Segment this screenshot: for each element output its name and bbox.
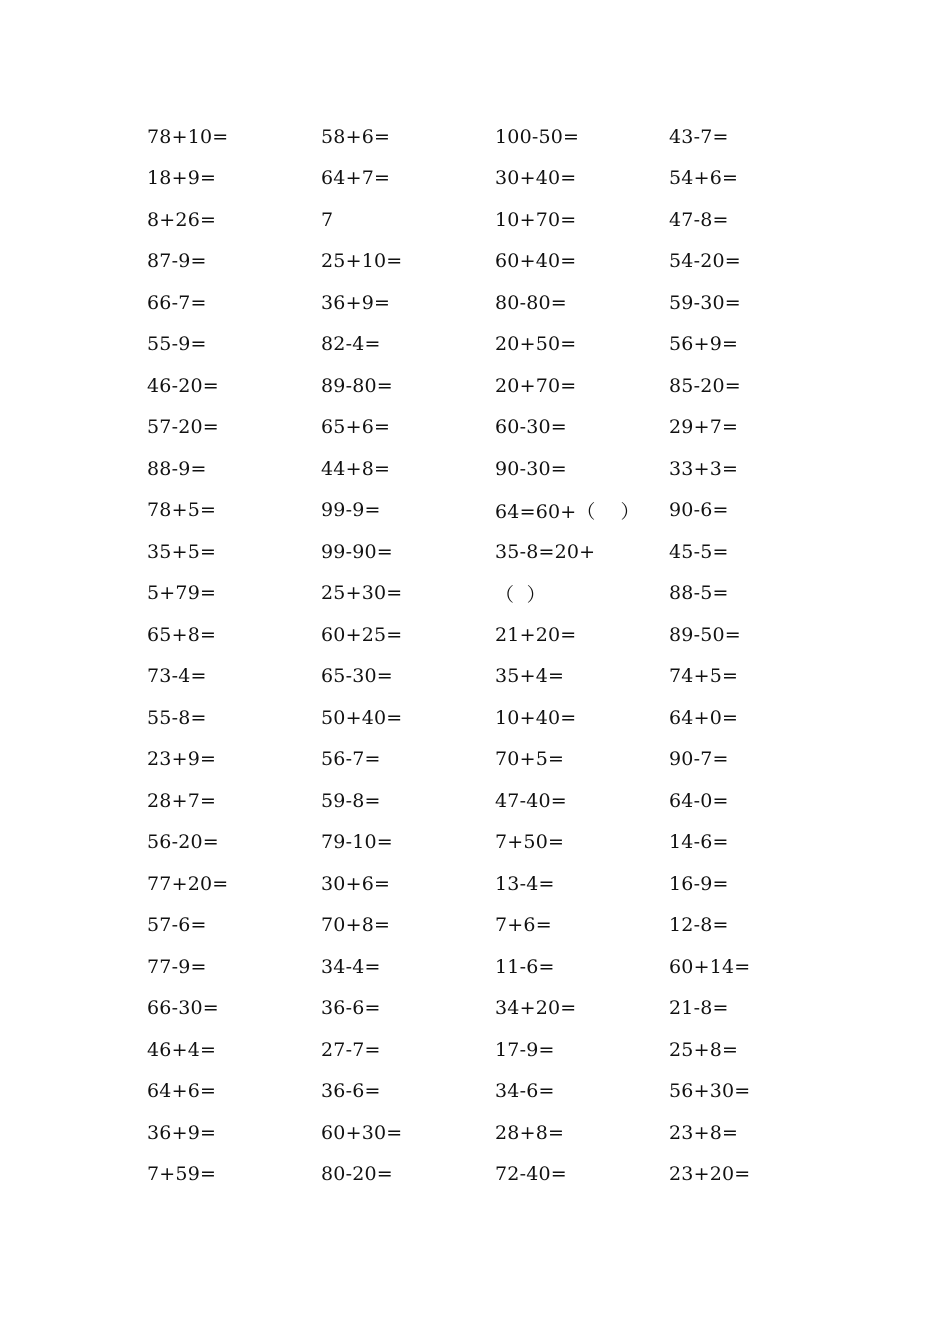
problem-row [147, 407, 847, 449]
math-problem: 70+8= [321, 914, 391, 937]
math-problem: 25+8= [669, 1038, 739, 1061]
math-problem: 90-7= [669, 748, 729, 771]
math-problem: 20+50= [495, 333, 577, 356]
math-problem: 57-6= [147, 914, 207, 937]
math-problem: 99-90= [321, 540, 393, 563]
problem-row [147, 1071, 847, 1113]
math-problem: 28+7= [147, 789, 217, 812]
math-problem: 14-6= [669, 831, 729, 854]
math-problem: 90-30= [495, 457, 567, 480]
math-problem: 65-30= [321, 665, 393, 688]
math-problem: 54+6= [669, 167, 739, 190]
math-problem: 23+20= [669, 1163, 751, 1186]
math-problem: 70+5= [495, 748, 565, 771]
math-problem: 88-5= [669, 582, 729, 605]
math-problem: 35+5= [147, 540, 217, 563]
problem-row [147, 241, 847, 283]
math-problem: 10+40= [495, 706, 577, 729]
math-problem: 25+10= [321, 250, 403, 273]
problem-row [147, 863, 847, 905]
math-problem: 55-8= [147, 706, 207, 729]
math-problem: 34-4= [321, 955, 381, 978]
math-problem: 87-9= [147, 250, 207, 273]
math-problem: 82-4= [321, 333, 381, 356]
math-problem: 28+8= [495, 1121, 565, 1144]
math-problem: 85-20= [669, 374, 741, 397]
math-problem: 29+7= [669, 416, 739, 439]
math-problem: 79-10= [321, 831, 393, 854]
math-problem: 64+0= [669, 706, 739, 729]
math-problem: 60+14= [669, 955, 751, 978]
math-problem: 8+26= [147, 208, 217, 231]
math-problem: 30+40= [495, 167, 577, 190]
math-problem: 66-7= [147, 291, 207, 314]
problem-row [147, 1029, 847, 1071]
math-problem: 80-20= [321, 1163, 393, 1186]
math-problem: 78+5= [147, 499, 217, 522]
math-problem: 66-30= [147, 997, 219, 1020]
problem-row [147, 988, 847, 1030]
math-problem: 73-4= [147, 665, 207, 688]
math-problem: 36+9= [321, 291, 391, 314]
problem-row [147, 531, 847, 573]
math-problem: 7+50= [495, 831, 565, 854]
math-problem: 43-7= [669, 125, 729, 148]
math-problem: 18+9= [147, 167, 217, 190]
problem-row [147, 448, 847, 490]
math-problem: 30+6= [321, 872, 391, 895]
math-problem: 12-8= [669, 914, 729, 937]
math-problem: 13-4= [495, 872, 555, 895]
math-problem: 7 [321, 208, 334, 231]
math-problem: 47-40= [495, 789, 567, 812]
math-problem: （ ） [495, 583, 546, 606]
math-problem: 89-80= [321, 374, 393, 397]
math-problem: 35+4= [495, 665, 565, 688]
problem-row [147, 1112, 847, 1154]
problem-row [147, 1154, 847, 1196]
math-problem: 36+9= [147, 1121, 217, 1144]
problem-row [147, 158, 847, 200]
math-problem: 100-50= [495, 125, 580, 148]
math-problem: 77-9= [147, 955, 207, 978]
math-problem: 59-8= [321, 789, 381, 812]
math-problem: 58+6= [321, 125, 391, 148]
math-problem: 64+6= [147, 1080, 217, 1103]
math-problem: 55-9= [147, 333, 207, 356]
math-problem: 36-6= [321, 1080, 381, 1103]
problem-row [147, 780, 847, 822]
math-problem: 80-80= [495, 291, 567, 314]
math-problem: 88-9= [147, 457, 207, 480]
math-problem: 21+20= [495, 623, 577, 646]
math-problem: 25+30= [321, 582, 403, 605]
problem-row [147, 614, 847, 656]
math-problem: 46+4= [147, 1038, 217, 1061]
math-problem: 65+8= [147, 623, 217, 646]
math-problem: 23+9= [147, 748, 217, 771]
math-problem: 35-8=20+ [495, 540, 596, 563]
math-problem: 54-20= [669, 250, 741, 273]
math-problem: 77+20= [147, 872, 229, 895]
math-problem: 56+30= [669, 1080, 751, 1103]
math-problem: 74+5= [669, 665, 739, 688]
math-problem: 36-6= [321, 997, 381, 1020]
problem-row [147, 324, 847, 366]
math-problem: 64-0= [669, 789, 729, 812]
math-problem: 56-20= [147, 831, 219, 854]
problem-row [147, 697, 847, 739]
math-problem: 7+59= [147, 1163, 217, 1186]
math-problem: 33+3= [669, 457, 739, 480]
math-problem: 89-50= [669, 623, 741, 646]
math-problem: 17-9= [495, 1038, 555, 1061]
math-problem: 7+6= [495, 914, 552, 937]
math-problem: 47-8= [669, 208, 729, 231]
math-problem: 64=60+（ ） [495, 500, 640, 523]
math-problem: 34+20= [495, 997, 577, 1020]
problem-row [147, 199, 847, 241]
math-problem: 56+9= [669, 333, 739, 356]
math-problem: 46-20= [147, 374, 219, 397]
math-problem: 50+40= [321, 706, 403, 729]
math-worksheet [147, 116, 847, 1195]
math-problem: 20+70= [495, 374, 577, 397]
problem-row [147, 365, 847, 407]
math-problem: 72-40= [495, 1163, 567, 1186]
math-problem: 64+7= [321, 167, 391, 190]
problem-row [147, 905, 847, 947]
problem-row [147, 282, 847, 324]
math-problem: 99-9= [321, 499, 381, 522]
problem-row [147, 656, 847, 698]
math-problem: 90-6= [669, 499, 729, 522]
math-problem: 60-30= [495, 416, 567, 439]
math-problem: 5+79= [147, 582, 217, 605]
math-problem: 56-7= [321, 748, 381, 771]
math-problem: 60+25= [321, 623, 403, 646]
math-problem: 45-5= [669, 540, 729, 563]
math-problem: 44+8= [321, 457, 391, 480]
math-problem: 21-8= [669, 997, 729, 1020]
problem-row [147, 573, 847, 615]
math-problem: 16-9= [669, 872, 729, 895]
math-problem: 60+40= [495, 250, 577, 273]
problem-row [147, 490, 847, 532]
math-problem: 34-6= [495, 1080, 555, 1103]
problem-row [147, 946, 847, 988]
math-problem: 65+6= [321, 416, 391, 439]
math-problem: 60+30= [321, 1121, 403, 1144]
math-problem: 57-20= [147, 416, 219, 439]
problem-row [147, 739, 847, 781]
math-problem: 11-6= [495, 955, 555, 978]
math-problem: 10+70= [495, 208, 577, 231]
math-problem: 23+8= [669, 1121, 739, 1144]
math-problem: 27-7= [321, 1038, 381, 1061]
math-problem: 78+10= [147, 125, 229, 148]
math-problem: 59-30= [669, 291, 741, 314]
problem-row [147, 116, 847, 158]
problem-row [147, 822, 847, 864]
